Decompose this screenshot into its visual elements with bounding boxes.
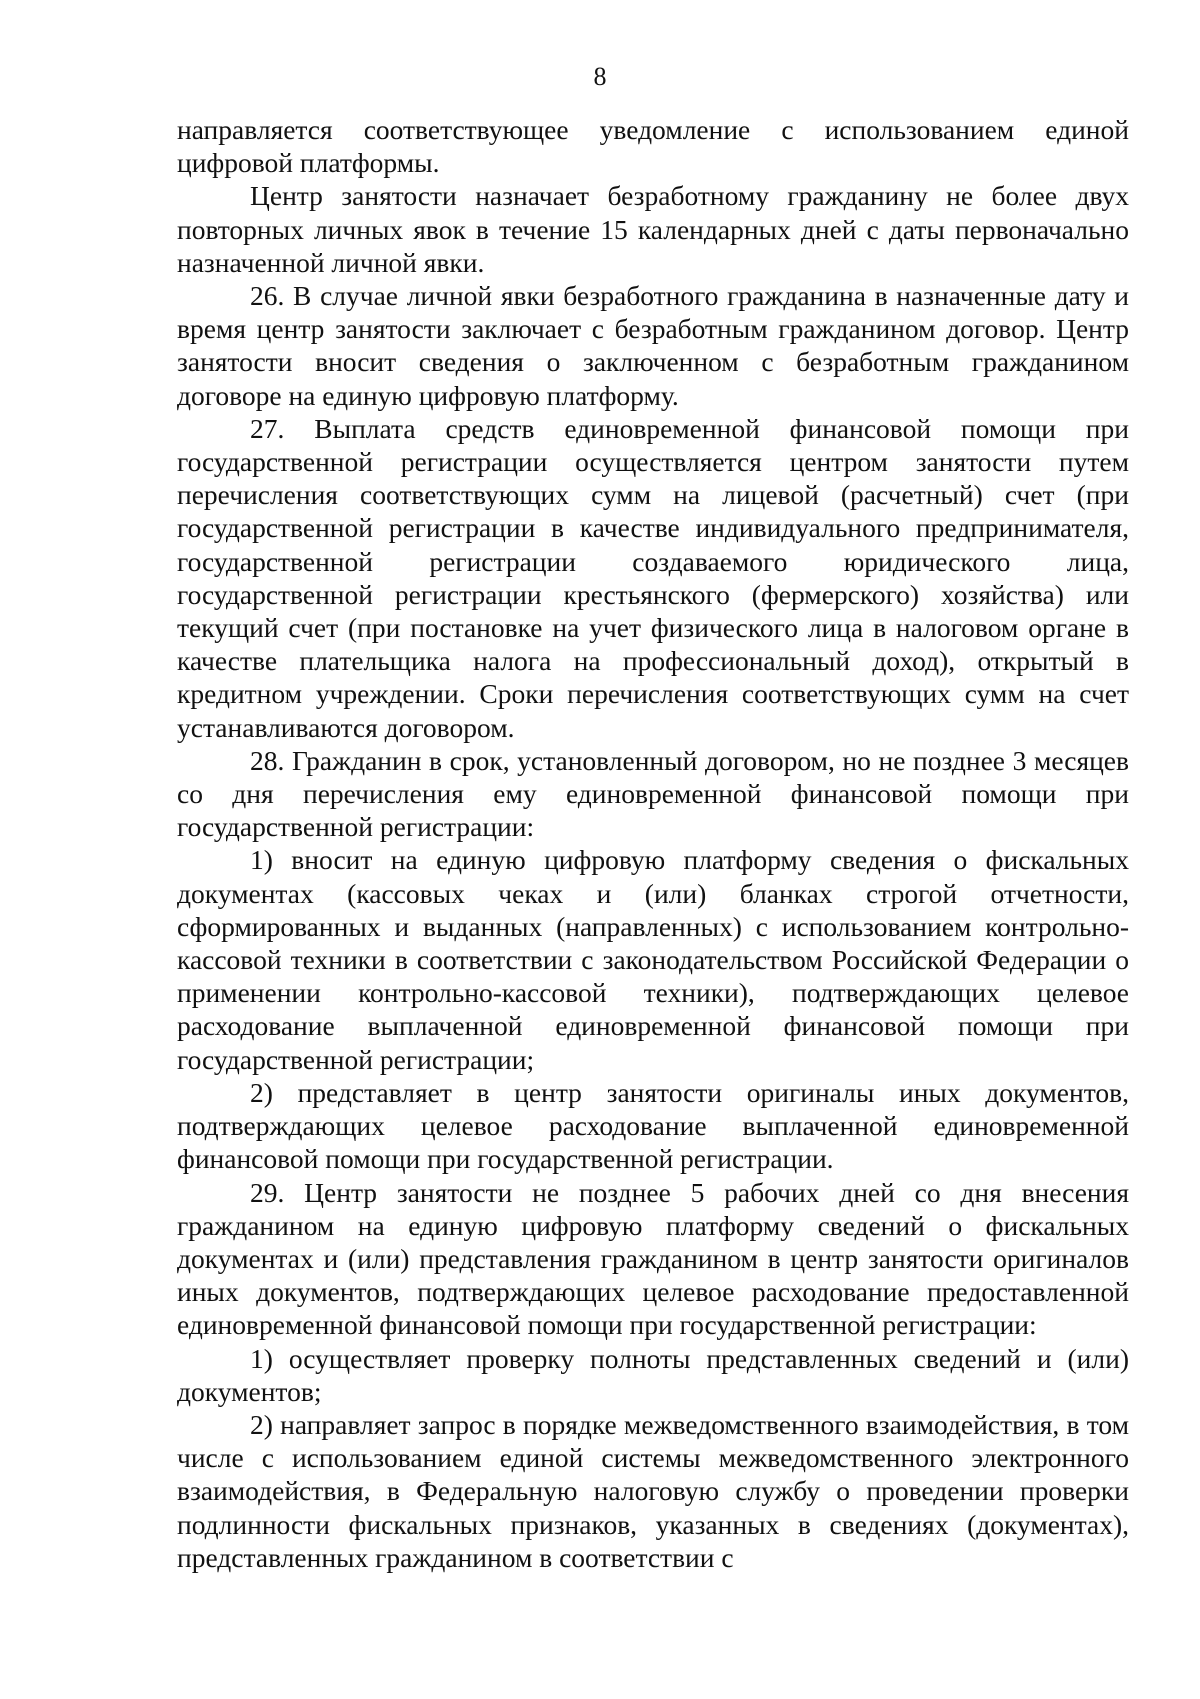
paragraph-item-28-sub-2: 2) представляет в центр занятости оригиналы иных документов, подтверждающих целевое расходование выплаченной единовременной финансовой помощи при государственной регистрации. [177, 1076, 1129, 1175]
paragraph-notification-end: направляется соответствующее уведомление с использованием единой цифровой платформы. [177, 114, 1129, 179]
document-body [177, 113, 1129, 1574]
paragraph-repeat-appearances: Центр занятости назначает безработному гражданину не более двух повторных личных явок в течение 15 календарных дней с даты первоначально назначенной личной явки. [177, 180, 1129, 278]
page-number: 8 [593, 62, 607, 91]
paragraph-item-29-sub-2: 2) направляет запрос в порядке межведомственного взаимодействия, в том числе с использованием единой системы межведомственного электронного взаимодействия, в Федеральную налоговую службу о проведении проверки подлинности фискальных признаков, указанных в сведениях (документах), представленных гражданином в соответствии с [177, 1408, 1129, 1573]
paragraph-item-29-sub-1: 1) осуществляет проверку полноты представленных сведений и (или) документов; [177, 1342, 1129, 1407]
paragraph-item-29: 29. Центр занятости не позднее 5 рабочих дней со дня внесения гражданином на единую цифровую платформу сведений о фискальных документах и (или) представления гражданином в центр занятости оригиналов иных документов, подтверждающих целевое расходование предоставленной единовременной финансовой помощи при государственной регистрации: [177, 1176, 1129, 1341]
paragraph-item-26: 26. В случае личной явки безработного гражданина в назначенные дату и время центр занятости заключает с безработным гражданином договор. Центр занятости вносит сведения о заключенном с безработным гражданином договоре на единую цифровую платформу. [177, 280, 1129, 411]
paragraph-item-27: 27. Выплата средств единовременной финансовой помощи при государственной регистрации осуществляется центром занятости путем перечисления соответствующих сумм на лицевой (расчетный) счет (при государственной регистрации в качестве индивидуального предпринимателя, государственной регистрации создаваемого юридического лица, государственной регистрации крестьянского (фермерского) хозяйства) или текущий счет (при постановке на учет физического лица в налоговом органе в качестве плательщика налога на профессиональный доход), открытый в кредитном учреждении. Сроки перечисления соответствующих сумм на счет устанавливаются договором. [177, 412, 1129, 743]
paragraph-item-28-sub-1: 1) вносит на единую цифровую платформу сведения о фискальных документах (кассовых чеках и (или) бланках строгой отчетности, сформированных и выданных (направленных) с использованием контрольно-кассовой техники в соответствии с законодательством Российской Федерации о применении контрольно-кассовой техники), подтверждающих целевое расходование выплаченной единовременной финансовой помощи при государственной регистрации; [177, 844, 1129, 1075]
paragraph-item-28: 28. Гражданин в срок, установленный договором, но не позднее 3 месяцев со дня перечисления ему единовременной финансовой помощи при государственной регистрации: [177, 744, 1129, 843]
